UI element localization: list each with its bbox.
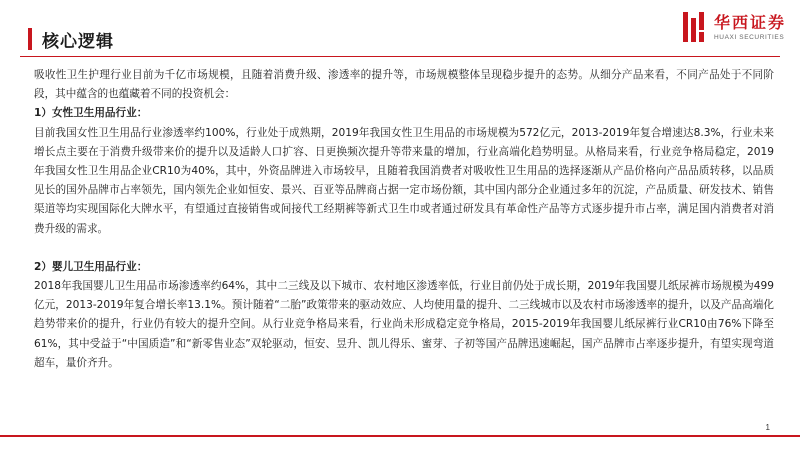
section-heading-feminine-care: 1）女性卫生用品行业： xyxy=(34,107,148,120)
page-number: 1 xyxy=(765,423,770,432)
page-title: 核心逻辑 xyxy=(42,31,114,52)
title-accent-bar xyxy=(28,28,32,50)
logo-english-name: HUAXI SECURITIES xyxy=(713,33,785,41)
section-body-feminine-care: 目前我国女性卫生用品行业渗透率约100%，行业处于成熟期，2019年我国女性卫生用品的市场规模为572亿元，2013-2019年复合增速达8.3%，行业未来增长点主要在于消费升级带来价的提升以及适龄人口扩容、日更换频次提升等带来量的增加，行业高端化趋势明显。从格局来看，行业竞争格局稳定，2019 年我国女性卫生用品企业CR10为40%，其中，外资品牌进入市场较早，且随着我国消费者对吸收性卫生用品的选择逐渐从产品价格向产品品质转移，以品质见长的国外品牌市占率领先，国内领先企业如恒安、景兴、百亚等品牌商占据一定市场份额，其中国内部分企业通过多年的沉淀，产品质量、研发技术、销售渠道等均实现国际化大牌水平，有望通过直接销售或间接代工经期裤等新式卫生巾或者通过研发具有革命性产品等方式逐步提升市占率，满足国内消费者对消费升级的需求。 xyxy=(34,126,774,235)
main-content xyxy=(34,66,774,373)
logo-chinese-name: 华西证券 xyxy=(713,12,786,32)
header-divider xyxy=(20,56,780,57)
title-bar xyxy=(28,26,114,52)
huaxi-logo-icon xyxy=(680,10,708,44)
company-logo xyxy=(680,10,786,44)
intro-paragraph: 吸收性卫生护理行业目前为千亿市场规模，且随着消费升级、渗透率的提升等，市场规模整体呈现稳步提升的态势。从细分产品来看，不同产品处于不同阶段，其中蕴含的也蕴藏着不同的投资机会： xyxy=(34,69,774,101)
section-body-baby-care: 2018年我国婴儿卫生用品市场渗透率约64%，其中二三线及以下城市、农村地区渗透率低，行业目前仍处于成长期，2019年我国婴儿纸尿裤市场规模为499亿元，2013-2019年复合增长率13.1%。预计随着“二胎”政策带来的驱动效应、人均使用量的提升、二三线城市以及农村市场渗透率的提升，以及产品高端化趋势带来价的提升，行业仍有较大的提升空间。从行业竞争格局来看，行业尚未形成稳定竞争格局，2015-2019年我国婴儿纸尿裤行业CR10由76%下降至61%，其中受益于“中国质造”和“新零售业态”双轮驱动，恒安、昱升、凯儿得乐、蜜芽、子初等国产品牌迅速崛起，国产品牌市占率逐步提升，有望实现弯道超车，量价齐升。 xyxy=(34,280,774,369)
section-spacer xyxy=(34,239,774,258)
footer-divider xyxy=(0,435,800,437)
section-heading-baby-care: 2）婴儿卫生用品行业： xyxy=(34,260,148,273)
